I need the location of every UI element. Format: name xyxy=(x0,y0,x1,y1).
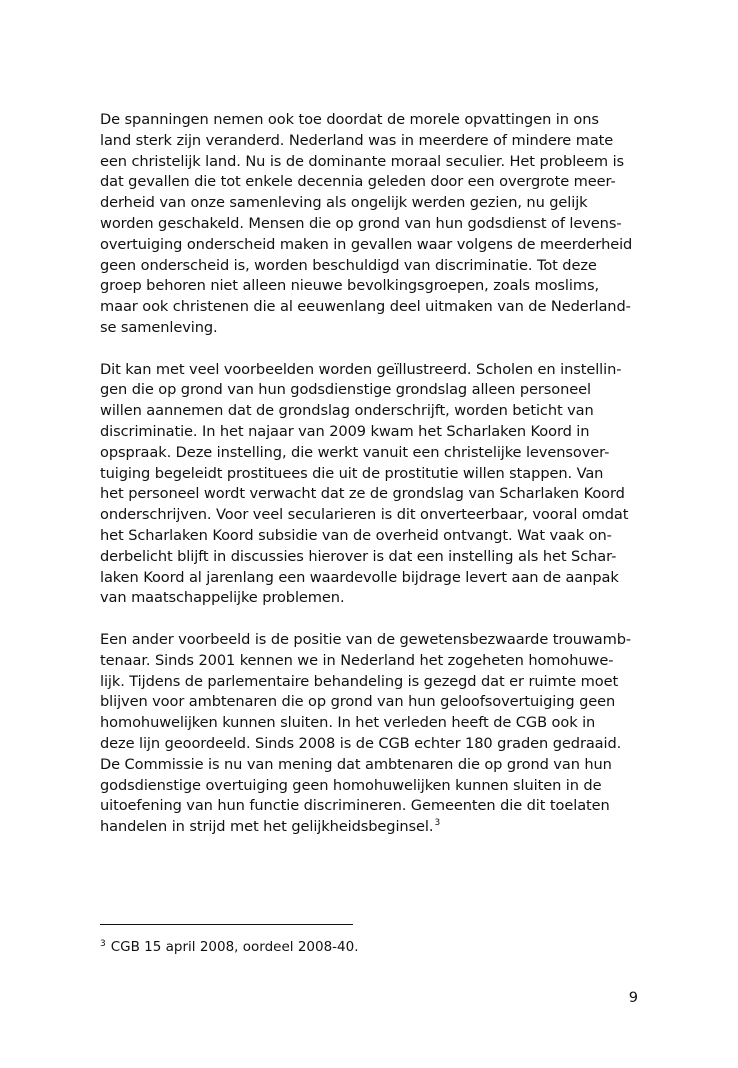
line-text: van maatschappelijke problemen. xyxy=(100,589,345,607)
line-text: discriminatie. In het najaar van 2009 kwam het Scharlaken Koord in xyxy=(100,422,590,440)
text-line xyxy=(100,796,645,817)
line-text: Een ander voorbeeld is de positie van de gewetensbezwaarde trouwamb- xyxy=(100,630,632,648)
line-text: willen aannemen dat de grondslag onderschrijft, worden beticht van xyxy=(100,402,594,420)
line-text: De spanningen nemen ook toe doordat de morele opvattingen in ons xyxy=(100,111,599,128)
text-line xyxy=(100,256,645,277)
text-line xyxy=(100,505,645,526)
text-line xyxy=(100,235,645,256)
line-text: land sterk zijn veranderd. Nederland was in meerdere of mindere mate xyxy=(100,131,614,149)
text-line xyxy=(100,110,645,131)
text-line xyxy=(100,297,645,318)
text-line xyxy=(100,401,645,422)
line-text: een christelijk land. Nu is de dominante moraal seculier. Het probleem is xyxy=(100,152,625,170)
text-line xyxy=(100,713,645,734)
body-text xyxy=(100,110,645,859)
text-line xyxy=(100,568,645,589)
text-line xyxy=(100,276,645,297)
text-line xyxy=(100,380,645,401)
line-text: opspraak. Deze instelling, die werkt vanuit een christelijke levensover- xyxy=(100,443,610,461)
line-text: blijven voor ambtenaren die op grond van hun geloofsovertuiging geen xyxy=(100,693,616,711)
paragraph xyxy=(100,110,645,339)
footnote xyxy=(100,938,359,956)
text-line xyxy=(100,588,645,609)
line-text: onderschrijven. Voor veel secularieren is dit onverteerbaar, vooral omdat xyxy=(100,506,629,524)
paragraph xyxy=(100,630,645,838)
line-text: De Commissie is nu van mening dat ambtenaren die op grond van hun xyxy=(100,755,612,773)
text-line xyxy=(100,464,645,485)
text-line xyxy=(100,318,645,339)
line-text: Dit kan met veel voorbeelden worden geïllustreerd. Scholen en instellin- xyxy=(100,360,622,378)
line-text: gen die op grond van hun godsdienstige grondslag alleen personeel xyxy=(100,381,591,399)
text-line xyxy=(100,755,645,776)
text-line xyxy=(100,734,645,755)
text-line xyxy=(100,360,645,381)
line-text: derbelicht blijft in discussies hierover is dat een instelling als het Schar- xyxy=(100,547,617,565)
footnote-mark: 3 xyxy=(100,938,106,949)
text-line xyxy=(100,484,645,505)
line-text: geen onderscheid is, worden beschuldigd van discriminatie. Tot deze xyxy=(100,256,597,274)
text-line xyxy=(100,131,645,152)
line-text: uitoefening van hun functie discrimineren. Gemeenten die dit toelaten xyxy=(100,797,610,815)
text-line xyxy=(100,172,645,193)
line-text: lijk. Tijdens de parlementaire behandeling is gezegd dat er ruimte moet xyxy=(100,672,619,690)
line-text: tuiging begeleidt prostituees die uit de prostitutie willen stappen. Van xyxy=(100,464,604,482)
line-text: se samenleving. xyxy=(100,318,218,336)
footnote-reference: 3 xyxy=(434,818,441,829)
text-line xyxy=(100,692,645,713)
line-text: overtuiging onderscheid maken in gevallen waar volgens de meerderheid xyxy=(100,235,633,253)
line-text: worden geschakeld. Mensen die op grond van hun godsdienst of levens- xyxy=(100,214,622,232)
footnote-separator xyxy=(100,924,353,925)
page-number: 9 xyxy=(628,989,638,1006)
line-text: laken Koord al jarenlang een waardevolle bijdrage levert aan de aanpak xyxy=(100,568,619,586)
text-line xyxy=(100,214,645,235)
line-text: tenaar. Sinds 2001 kennen we in Nederland het zogeheten homohuwe- xyxy=(100,651,614,669)
text-line xyxy=(100,152,645,173)
text-line xyxy=(100,193,645,214)
line-text: homohuwelijken kunnen sluiten. In het verleden heeft de CGB ook in xyxy=(100,714,596,732)
text-line xyxy=(100,651,645,672)
line-text: dat gevallen die tot enkele decennia geleden door een overgrote meer- xyxy=(100,173,616,191)
line-text: het personeel wordt verwacht dat ze de grondslag van Scharlaken Koord xyxy=(100,485,625,503)
line-text: groep behoren niet alleen nieuwe bevolkingsgroepen, zoals moslims, xyxy=(100,277,599,295)
text-line xyxy=(100,526,645,547)
text-line xyxy=(100,443,645,464)
footnote-text: CGB 15 april 2008, oordeel 2008-40. xyxy=(110,939,359,955)
line-text: deze lijn geoordeeld. Sinds 2008 is de CGB echter 180 graden gedraaid. xyxy=(100,734,622,752)
line-text: godsdienstige overtuiging geen homohuwelijken kunnen sluiten in de xyxy=(100,776,602,794)
line-text: derheid van onze samenleving als ongelijk werden gezien, nu gelijk xyxy=(100,194,588,212)
text-line xyxy=(100,817,645,838)
text-line xyxy=(100,776,645,797)
paragraph xyxy=(100,360,645,610)
line-text: het Scharlaken Koord subsidie van de overheid ontvangt. Wat vaak on- xyxy=(100,526,612,544)
text-line xyxy=(100,547,645,568)
text-line xyxy=(100,630,645,651)
text-line xyxy=(100,422,645,443)
line-text: handelen in strijd met het gelijkheidsbeginsel. xyxy=(100,818,434,836)
text-line xyxy=(100,672,645,693)
line-text: maar ook christenen die al eeuwenlang deel uitmaken van de Nederland- xyxy=(100,298,631,316)
